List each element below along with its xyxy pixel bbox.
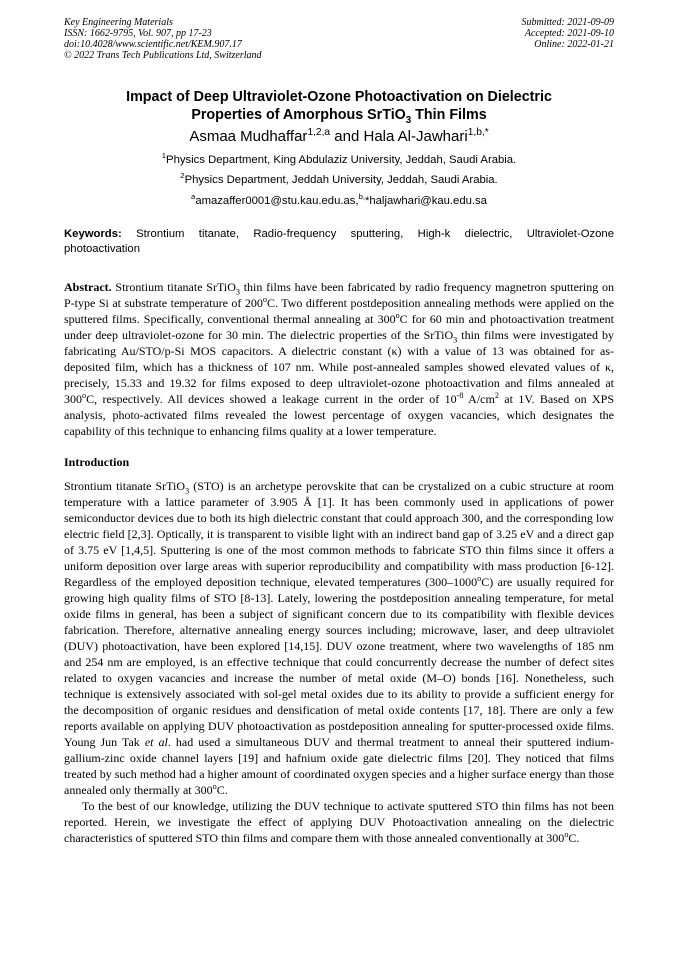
author-list: Asmaa Mudhaffar$^{1,2,a}$ and Hala Al-Jawhari$^{1,b,*}$: [189, 127, 489, 145]
keywords: [64, 227, 614, 257]
accepted-date: Accepted: 2021-09-10: [524, 28, 614, 39]
copyright-line: © 2022 Trans Tech Publications Ltd, Switzerland: [64, 50, 262, 61]
title-line-1: Impact of Deep Ultraviolet-Ozone Photoactivation on Dielectric: [126, 89, 552, 105]
author-2: Hala Al-Jawhari: [363, 128, 468, 145]
keywords-text: Strontium titanate, Radio-frequency sputtering, High-k dielectric, Ultraviolet-Ozone photoactivation: [64, 228, 614, 255]
online-date: Online: 2022-01-21: [534, 39, 614, 50]
email-b[interactable]: *haljawhari@kau.edu.sa: [364, 195, 487, 207]
introduction-paragraph-1: Strontium titanate SrTiO$_3$ (STO) is an archetype perovskite that can be crystalized on a cubic structure at room temperature with a lattice parameter of 3.905 Å [1]. It has been commonly used in applications of power semiconductor devices due to both its high dielectric constant that could approach 300, and the corresponding low electric field [2,3]. Optically, it is transparent to visible light with an indirect band gap of 3.25 eV and a direct gap of 3.75 eV [1,4,5]. Sputtering is one of the most common methods to fabricate STO thin films since it offers a uniform deposition over large areas with superior reproducibility and compatibility with mass production [6-12]. Regardless of the employed deposition technique, elevated temperatures (300–1000$^o$C) are usually required for growing high quality films of STO [8-13]. Lately, lowering the postdeposition annealing temperature, for metal oxide films in general, has been a subject of significant concern due to its compatibility with flexible devices fabrication. Therefore, alternative annealing energy sources including; microwave, laser, and deep ultraviolet (DUV) photoactivation, have been explored [14,15]. DUV ozone treatment, where two wavelengths of 185 nm and 254 nm are employed, is an effective technique that could concurrently decrease the number of defect sites related to oxygen vacancies and increase the number of metal oxide (M–O) bonds [16]. Nonetheless, such technique is extensively associated with sol-gel metal oxides due to its ability to provide a sufficient energy for the decomposition of organic residues and densification of metal oxide contents [17, 18]. There are only a few reports available on applying DUV photoactivation as postdeposition annealing for sputter-processed oxide films. Young Jun Tak et al. had used a simultaneous DUV and thermal treatment to anneal their sputtered indium-gallium-zinc oxide channel layers [19] and hafnium oxide gate dielectric films [20]. They noticed that films treated by such method had a higher amount of coordinated oxygen species and a higher surface energy than those annealed only thermally at 300$^o$C.: [64, 479, 614, 797]
author-emails: $^a$amazaffer0001@stu.kau.edu.as,$^{b,}$*haljawhari@kau.edu.sa: [191, 192, 487, 207]
journal-name: Key Engineering Materials: [64, 17, 173, 28]
paper-title: [64, 88, 614, 124]
email-a[interactable]: amazaffer0001@stu.kau.edu.as: [195, 195, 356, 207]
doi-line: doi:10.4028/www.scientific.net/KEM.907.17: [64, 39, 242, 50]
submitted-date: Submitted: 2021-09-09: [521, 17, 614, 28]
title-line-2: Properties of Amorphous SrTiO$_3$ Thin Films: [191, 107, 487, 126]
section-heading-introduction: Introduction: [64, 455, 130, 469]
running-header: [64, 17, 614, 61]
abstract-label: Abstract.: [64, 280, 112, 294]
keywords-label: Keywords:: [64, 228, 122, 240]
author-1: Asmaa Mudhaffar: [189, 128, 308, 145]
abstract: Abstract. Strontium titanate SrTiO$_3$ thin films have been fabricated by radio frequency magnetron sputtering on P-type Si at substrate temperature of 200$^o$C. Two different postdeposition annealing methods were applied on the sputtered films. Specifically, conventional thermal annealing at 300$^o$C for 60 min and photoactivation treatment under deep ultraviolet-ozone for 30 min. The dielectric properties of the SrTiO$_3$ thin films were investigated by fabricating Au/STO/p-Si MOS capacitors. A dielectric constant (κ) with a value of 13 was obtained for as-deposited film, which has a thickness of 107 nm. While post-annealed samples showed elevated values of κ, precisely, 15.33 and 19.32 for films exposed to deep ultraviolet-ozone photoactivation and films annealed at 300$^o$C, respectively. All devices showed a leakage current in the order of $10^{-8}$ $A/cm^2$ at 1V. Based on XPS analysis, photo-activated films revealed the lowest percentage of oxygen vacancies, which designates the capability of this technique to enhancing films quality at a lower temperature.: [64, 280, 615, 438]
introduction-paragraph-2: To the best of our knowledge, utilizing the DUV technique to activate sputtered STO thin films has not been reported. Herein, we investigate the effect of applying DUV Photoactivation annealing on the dielectric characteristics of sputtered STO thin films and compare them with those annealed conventionally at 300$^o$C.: [64, 799, 614, 845]
header-right: [522, 17, 615, 61]
affiliation-1: $^1$Physics Department, King Abdulaziz University, Jeddah, Saudi Arabia.: [161, 151, 517, 166]
header-left: [64, 17, 262, 61]
affiliation-2: $^2$Physics Department, Jeddah University, Jeddah, Saudi Arabia.: [180, 171, 498, 186]
issn-line: ISSN: 1662-9795, Vol. 907, pp 17-23: [64, 28, 212, 39]
